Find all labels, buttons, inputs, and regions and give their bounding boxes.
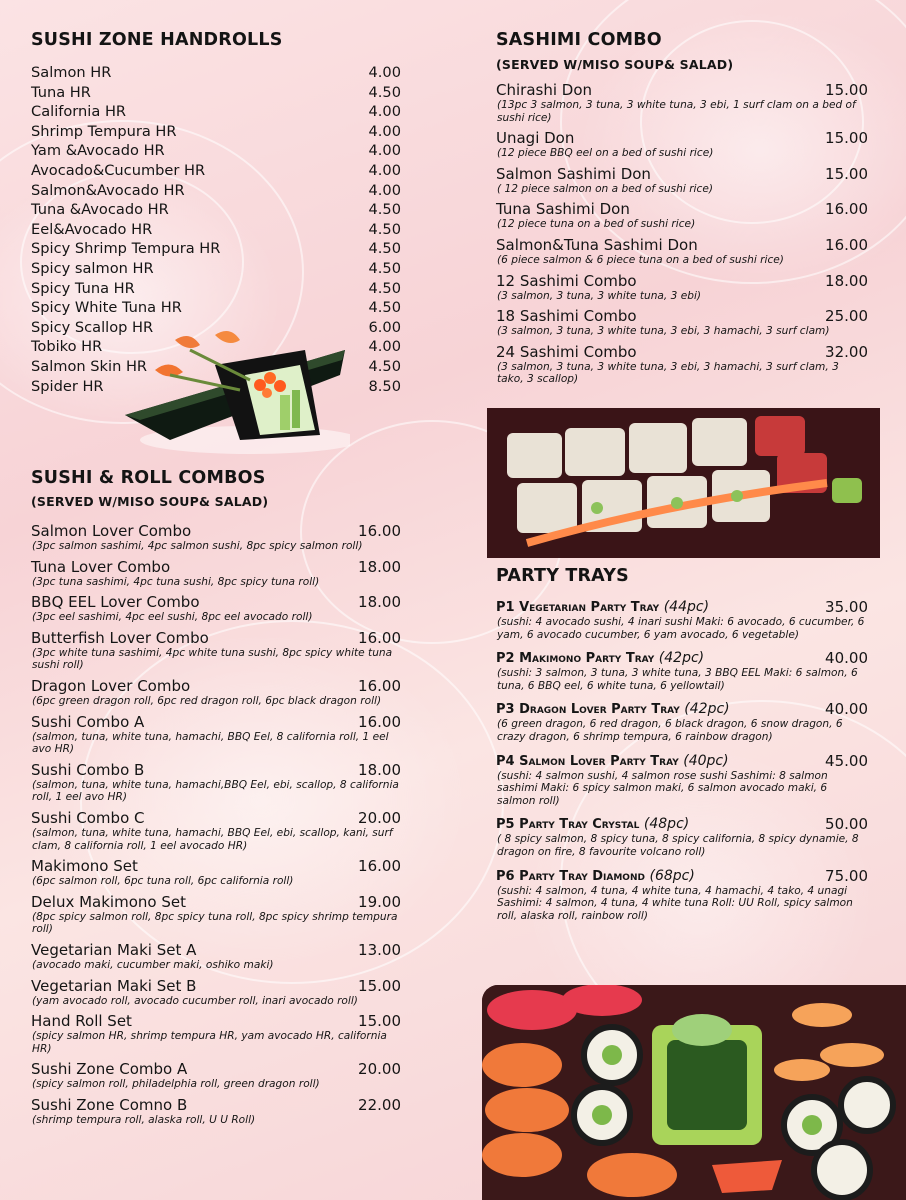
- party-item: [496, 650, 868, 692]
- item-description: (avocado maki, cucumber maki, oshiko maki): [32, 959, 274, 971]
- tray-name: [496, 868, 695, 885]
- item-header: [31, 523, 401, 540]
- item-description: (spicy salmon roll, philadelphia roll, green dragon roll): [32, 1078, 320, 1091]
- item-header: [496, 753, 868, 770]
- combo-list: [31, 523, 401, 1126]
- tray-pieces: (48pc): [643, 816, 690, 833]
- item-price: 4.00: [368, 338, 401, 356]
- item-name: Vegetarian Maki Set B: [31, 976, 197, 995]
- item-description: (sushi: 4 salmon, 4 tuna, 4 white tuna, 4 hamachi, 4 tako, 4 unagi Sashimi: 4 salmon, 4 tuna, 4 white tuna Roll: UU Roll, spicy salmon roll, alaska roll, rainbow roll): [497, 884, 853, 922]
- combos-item: [31, 1097, 401, 1127]
- item-header: [31, 1097, 401, 1114]
- sashimi-item: [496, 344, 868, 386]
- handroll-item: [31, 181, 401, 201]
- item-description: (3 salmon, 3 tuna, 3 white tuna, 3 ebi): [497, 289, 702, 302]
- item-name: Spicy Shrimp Tempura HR: [31, 240, 221, 258]
- item-name: 18 Sashimi Combo: [496, 307, 637, 326]
- item-name: Salmon Skin HR: [31, 357, 148, 375]
- item-description: (yam avocado roll, avocado cucumber roll, inari avocado roll): [32, 994, 358, 1007]
- tray-code: P3 Dragon Lover Party Tray: [496, 702, 680, 718]
- combos-item: [31, 1061, 401, 1091]
- item-header: [31, 858, 401, 875]
- item-header: [31, 594, 401, 611]
- item-header: [496, 273, 868, 290]
- item-header: [31, 1061, 401, 1078]
- item-name: Spider HR: [31, 377, 104, 395]
- tray-pieces: (44pc): [663, 599, 710, 615]
- tray-name: [496, 650, 704, 667]
- sashimi-item: [496, 273, 868, 303]
- handrolls-title: SUSHI ZONE HANDROLLS: [31, 30, 283, 50]
- item-price: 16.00: [358, 628, 401, 647]
- sashimi-title: SASHIMI COMBO: [496, 30, 662, 50]
- item-header: [31, 894, 401, 911]
- item-price: 4.00: [368, 64, 401, 81]
- party-item: [496, 599, 868, 641]
- tray-code: P4 Salmon Lover Party Tray: [496, 753, 679, 769]
- handroll-item: [31, 239, 401, 259]
- combos-subtitle: (SERVED W/MISO SOUP& SALAD): [31, 494, 269, 510]
- item-price: 4.50: [368, 357, 401, 375]
- item-name: Sushi Combo C: [31, 809, 145, 828]
- handroll-item: [31, 122, 401, 142]
- party-title: PARTY TRAYS: [496, 566, 629, 586]
- item-description: (3 salmon, 3 tuna, 3 white tuna, 3 ebi, 3 hamachi, 3 surf clam, 3 tako, 3 scallop): [497, 360, 839, 386]
- handroll-item: [31, 220, 401, 240]
- item-description: (shrimp tempura roll, alaska roll, U U Roll): [32, 1113, 256, 1126]
- item-price: 13.00: [358, 941, 401, 959]
- item-price: 4.00: [368, 181, 401, 199]
- item-price: 18.00: [358, 557, 401, 576]
- item-price: 45.00: [825, 751, 868, 770]
- item-name: Spicy Tuna HR: [31, 279, 135, 297]
- sashimi-item: [496, 166, 868, 196]
- item-price: 20.00: [358, 1060, 401, 1079]
- tray-name: [496, 753, 729, 770]
- handroll-item: [31, 279, 401, 299]
- sashimi-item: [496, 201, 868, 231]
- item-price: 15.00: [825, 129, 868, 148]
- item-name: BBQ EEL Lover Combo: [31, 593, 200, 612]
- item-name: Avocado&Cucumber HR: [31, 161, 206, 179]
- item-name: Vegetarian Maki Set A: [31, 941, 197, 959]
- item-description: (salmon, tuna, white tuna, hamachi, BBQ Eel, ebi, scallop, kani, surf clam, 8 california roll, 1 eel avocado HR): [32, 827, 393, 852]
- tray-name: [496, 599, 709, 616]
- combos-item: [31, 630, 401, 672]
- item-price: 16.00: [825, 235, 868, 254]
- tray-name: [496, 701, 730, 718]
- handroll-item: [31, 200, 401, 220]
- item-name: Makimono Set: [31, 857, 138, 876]
- tray-pieces: (40pc): [683, 752, 729, 769]
- item-name: Spicy salmon HR: [31, 259, 154, 277]
- item-name: 12 Sashimi Combo: [496, 271, 637, 290]
- item-price: 15.00: [825, 81, 868, 99]
- item-header: [31, 942, 401, 959]
- combos-item: [31, 942, 401, 972]
- item-name: Salmon Lover Combo: [31, 522, 192, 541]
- item-header: [496, 166, 868, 183]
- combos-item: [31, 523, 401, 553]
- item-header: [496, 599, 868, 616]
- item-name: Tobiko HR: [31, 338, 103, 356]
- item-name: California HR: [31, 103, 127, 121]
- item-name: Sushi Combo A: [31, 712, 145, 731]
- item-header: [496, 237, 868, 254]
- item-description: (sushi: 3 salmon, 3 tuna, 3 white tuna, 3 BBQ EEL Maki: 6 salmon, 6 tuna, 6 BBQ eel, 6 white tuna, 6 yellowtail): [497, 667, 858, 692]
- right-column: [496, 30, 868, 392]
- tray-code: P5 Party Tray Crystal: [496, 817, 640, 833]
- party-item: [496, 816, 868, 858]
- item-price: 18.00: [358, 593, 401, 612]
- item-description: (spicy salmon HR, shrimp tempura HR, yam avocado HR, california HR): [32, 1030, 387, 1055]
- item-description: (6pc green dragon roll, 6pc red dragon roll, 6pc black dragon roll): [32, 695, 382, 708]
- item-price: 75.00: [825, 866, 868, 885]
- item-name: Chirashi Don: [496, 81, 592, 99]
- party-section: [496, 566, 868, 931]
- item-price: 22.00: [358, 1095, 401, 1114]
- item-description: (3pc white tuna sashimi, 4pc white tuna sushi, 8pc spicy white tuna sushi roll): [32, 646, 393, 672]
- item-price: 16.00: [358, 522, 401, 541]
- sushi-roll-photo: [487, 408, 880, 558]
- item-name: Spicy Scallop HR: [31, 318, 154, 336]
- tray-pieces: (68pc): [649, 867, 695, 884]
- item-name: Shrimp Tempura HR: [31, 122, 177, 140]
- handroll-photo: [120, 320, 350, 460]
- item-header: [496, 130, 868, 147]
- item-name: Tuna HR: [31, 83, 91, 101]
- item-header: [496, 201, 868, 218]
- item-description: (sushi: 4 avocado sushi, 4 inari sushi Maki: 6 avocado, 6 cucumber, 6 yam, 6 avocado cucumber, 6 yam avocado, 6 vegetable): [497, 616, 865, 641]
- item-name: Tuna Sashimi Don: [496, 200, 630, 219]
- item-description: (8pc spicy salmon roll, 8pc spicy tuna roll, 8pc spicy shrimp tempura roll): [32, 910, 398, 936]
- combos-item: [31, 762, 401, 804]
- item-price: 35.00: [825, 598, 868, 616]
- item-price: 16.00: [358, 677, 401, 696]
- item-price: 4.00: [368, 161, 401, 179]
- sashimi-item: [496, 237, 868, 267]
- item-name: Sushi Combo B: [31, 760, 145, 779]
- combos-item: [31, 714, 401, 756]
- item-description: (3pc salmon sashimi, 4pc salmon sushi, 8pc spicy salmon roll): [32, 540, 363, 553]
- item-name: Salmon Sashimi Don: [496, 164, 651, 183]
- item-price: 4.50: [368, 83, 401, 101]
- item-name: Hand Roll Set: [31, 1012, 132, 1031]
- handroll-item: [31, 83, 401, 103]
- item-header: [496, 82, 868, 99]
- item-description: ( 8 spicy salmon, 8 spicy tuna, 8 spicy california, 8 spicy dynamie, 8 dragon on fire, 8 favourite volcano roll): [497, 833, 859, 858]
- combos-item: [31, 594, 401, 624]
- item-name: 24 Sashimi Combo: [496, 342, 637, 361]
- combos-item: [31, 894, 401, 936]
- item-description: (salmon, tuna, white tuna, hamachi, BBQ Eel, 8 california roll, 1 eel avo HR): [32, 730, 389, 756]
- item-price: 15.00: [358, 976, 401, 995]
- item-header: [496, 816, 868, 833]
- item-name: Spicy White Tuna HR: [31, 299, 182, 317]
- item-price: 32.00: [825, 342, 868, 361]
- tray-pieces: (42pc): [658, 650, 705, 667]
- item-header: [496, 308, 868, 325]
- item-header: [496, 701, 868, 718]
- item-price: 16.00: [358, 857, 401, 876]
- sashimi-item: [496, 308, 868, 338]
- item-header: [31, 810, 401, 827]
- handroll-item: [31, 102, 401, 122]
- tray-code: P1 Vegetarian Party Tray: [496, 600, 660, 615]
- item-header: [496, 868, 868, 885]
- handroll-item: [31, 259, 401, 279]
- item-description: (6 piece salmon & 6 piece tuna on a bed of sushi rice): [497, 253, 784, 266]
- item-description: (12 piece tuna on a bed of sushi rice): [497, 218, 696, 231]
- item-name: Salmon&Tuna Sashimi Don: [496, 235, 698, 254]
- item-description: (6 green dragon, 6 red dragon, 6 black dragon, 6 snow dragon, 6 crazy dragon, 6 shrimp tempura, 6 rainbow dragon): [497, 718, 843, 743]
- combos-item: [31, 559, 401, 589]
- item-name: Dragon Lover Combo: [31, 677, 191, 696]
- item-price: 4.50: [368, 240, 401, 258]
- item-name: Butterfish Lover Combo: [31, 628, 209, 647]
- item-price: 40.00: [825, 649, 868, 668]
- combos-item: [31, 978, 401, 1008]
- item-header: [496, 344, 868, 361]
- combos-title: SUSHI & ROLL COMBOS: [31, 468, 266, 489]
- item-description: (3 salmon, 3 tuna, 3 white tuna, 3 ebi, 3 hamachi, 3 surf clam): [497, 325, 830, 338]
- item-price: 18.00: [358, 760, 401, 779]
- item-name: Salmon HR: [31, 64, 112, 81]
- item-price: 8.50: [368, 377, 401, 395]
- party-tray-photo: [482, 985, 906, 1200]
- item-header: [31, 714, 401, 731]
- party-list: [496, 599, 868, 922]
- item-price: 4.50: [368, 279, 401, 297]
- item-price: 4.00: [368, 142, 401, 160]
- sashimi-item: [496, 82, 868, 124]
- item-price: 19.00: [358, 892, 401, 911]
- item-description: (3pc tuna sashimi, 4pc tuna sushi, 8pc spicy tuna roll): [32, 575, 320, 588]
- sashimi-item: [496, 130, 868, 160]
- combos-item: [31, 810, 401, 852]
- item-description: ( 12 piece salmon on a bed of sushi rice): [497, 182, 713, 195]
- party-item: [496, 753, 868, 808]
- item-name: Tuna Lover Combo: [31, 557, 171, 576]
- item-description: (3pc eel sashimi, 4pc eel sushi, 8pc eel avocado roll): [32, 611, 313, 624]
- item-header: [496, 650, 868, 667]
- handroll-item: [31, 298, 401, 318]
- handroll-item: [31, 141, 401, 161]
- item-price: 4.50: [368, 201, 401, 219]
- item-price: 18.00: [825, 271, 868, 290]
- item-price: 15.00: [358, 1012, 401, 1031]
- item-name: Tuna &Avocado HR: [31, 201, 169, 219]
- item-price: 25.00: [825, 307, 868, 326]
- item-name: Salmon&Avocado HR: [31, 181, 185, 199]
- sashimi-subtitle: (SERVED W/MISO SOUP& SALAD): [496, 57, 734, 72]
- item-name: Yam &Avocado HR: [31, 142, 165, 160]
- item-price: 4.00: [368, 122, 401, 140]
- handroll-item: [31, 63, 401, 83]
- item-price: 16.00: [358, 712, 401, 731]
- item-header: [31, 559, 401, 576]
- item-description: (salmon, tuna, white tuna, hamachi,BBQ Eel, ebi, scallop, 8 california roll, 1 eel avo HR): [32, 778, 399, 804]
- item-description: (6pc salmon roll, 6pc tuna roll, 6pc california roll): [32, 875, 294, 888]
- handroll-item: [31, 161, 401, 181]
- item-description: (sushi: 4 salmon sushi, 4 salmon rose sushi Sashimi: 8 salmon sashimi Maki: 6 spicy salmon maki, 6 salmon avocado maki, 6 salmon roll): [497, 769, 828, 807]
- item-price: 20.00: [358, 809, 401, 828]
- item-price: 40.00: [825, 700, 868, 719]
- item-name: Eel&Avocado HR: [31, 220, 153, 238]
- item-price: 4.50: [368, 259, 401, 277]
- tray-pieces: (42pc): [684, 701, 730, 718]
- item-name: Sushi Zone Combo A: [31, 1060, 188, 1079]
- item-header: [31, 978, 401, 995]
- item-description: (12 piece BBQ eel on a bed of sushi rice): [497, 147, 714, 160]
- item-price: 16.00: [825, 200, 868, 219]
- item-name: Delux Makimono Set: [31, 892, 186, 911]
- item-header: [31, 762, 401, 779]
- item-price: 15.00: [825, 164, 868, 183]
- party-item: [496, 868, 868, 923]
- combos-item: [31, 858, 401, 888]
- item-price: 6.00: [368, 318, 401, 336]
- item-price: 4.50: [368, 220, 401, 238]
- item-description: (13pc 3 salmon, 3 tuna, 3 white tuna, 3 ebi, 1 surf clam on a bed of sushi rice): [497, 99, 856, 124]
- item-header: [31, 630, 401, 647]
- left-column: [31, 30, 406, 1133]
- sashimi-list: [496, 82, 868, 386]
- item-header: [31, 1013, 401, 1030]
- party-item: [496, 701, 868, 743]
- item-name: Sushi Zone Comno B: [31, 1095, 188, 1114]
- item-price: 4.50: [368, 299, 401, 317]
- item-price: 50.00: [825, 815, 868, 834]
- item-name: Unagi Don: [496, 129, 575, 148]
- combos-item: [31, 678, 401, 708]
- item-price: 4.00: [368, 103, 401, 121]
- tray-name: [496, 816, 689, 833]
- combos-item: [31, 1013, 401, 1055]
- tray-code: P2 Makimono Party Tray: [496, 651, 655, 667]
- tray-code: P6 Party Tray Diamond: [496, 868, 645, 884]
- item-header: [31, 678, 401, 695]
